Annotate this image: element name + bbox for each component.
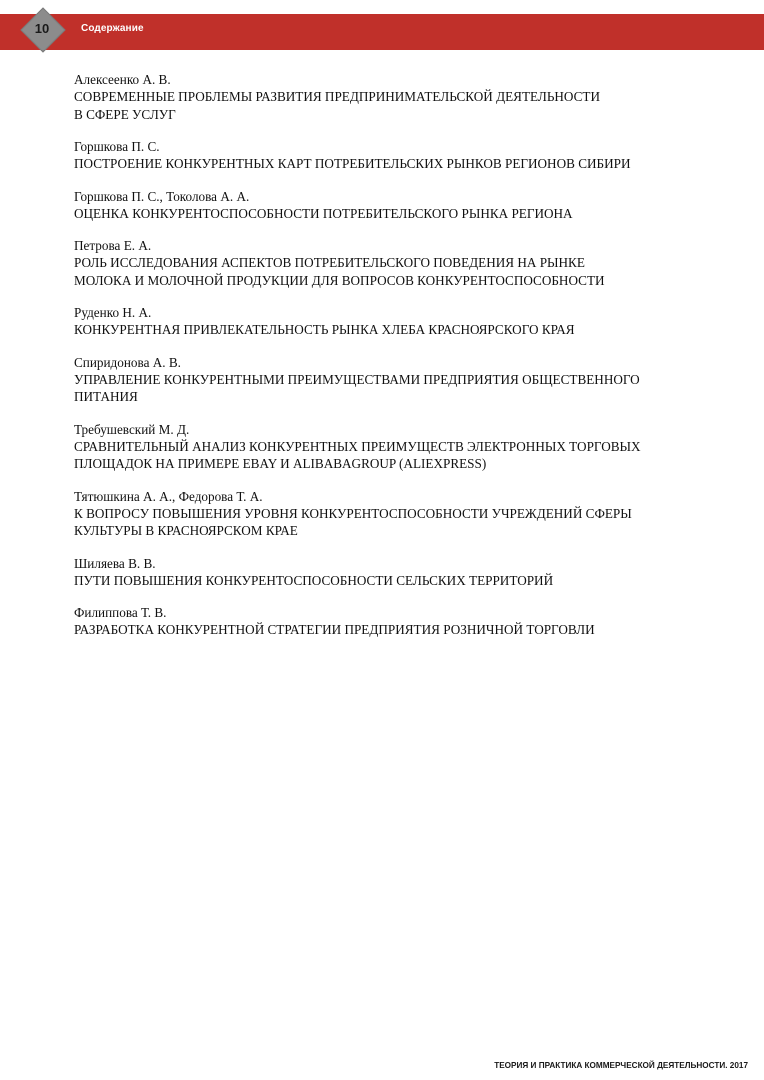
entry-title-line: ПИТАНИЯ (74, 389, 138, 404)
entry-title[interactable] (74, 254, 714, 289)
entry-title-line: ПЛОЩАДОК НА ПРИМЕРЕ EBAY И ALIBABAGROUP (ALIEXPRESS) (74, 456, 487, 471)
entry-author: Руденко Н. А. (74, 305, 152, 320)
entry-title[interactable] (74, 621, 714, 639)
toc-entry (74, 71, 714, 123)
entry-author: Тятюшкина А. А., Федорова Т. А. (74, 488, 263, 504)
entry-title[interactable] (74, 572, 714, 590)
entry-title[interactable] (74, 321, 714, 339)
entry-title[interactable] (74, 88, 714, 123)
entry-title-line: СОВРЕМЕННЫЕ ПРОБЛЕМЫ РАЗВИТИЯ ПРЕДПРИНИМАТЕЛЬСКОЙ ДЕЯТЕЛЬНОСТИ (74, 89, 600, 104)
entry-author: Петрова Е. А. (74, 238, 152, 253)
toc-entry (74, 188, 714, 223)
entry-title-line: МОЛОКА И МОЛОЧНОЙ ПРОДУКЦИИ ДЛЯ ВОПРОСОВ КОНКУРЕНТОСПОСОБНОСТИ (74, 272, 605, 288)
toc-entry (74, 354, 714, 406)
entry-title-line: УПРАВЛЕНИЕ КОНКУРЕНТНЫМИ ПРЕИМУЩЕСТВАМИ ПРЕДПРИЯТИЯ ОБЩЕСТВЕННОГО (74, 371, 640, 387)
entry-title-line: РАЗРАБОТКА КОНКУРЕНТНОЙ СТРАТЕГИИ ПРЕДПРИЯТИЯ РОЗНИЧНОЙ ТОРГОВЛИ (74, 622, 595, 637)
toc-entry (74, 237, 714, 289)
page-number: 10 (34, 21, 50, 36)
entry-author: Горшкова П. С., Токолова А. А. (74, 188, 250, 204)
entry-title-line: ПУТИ ПОВЫШЕНИЯ КОНКУРЕНТОСПОСОБНОСТИ СЕЛЬСКИХ ТЕРРИТОРИЙ (74, 572, 554, 588)
entry-author: Горшкова П. С. (74, 139, 160, 154)
toc-entry (74, 555, 714, 590)
entry-author: Спиридонова А. В. (74, 354, 181, 370)
entry-author: Алексеенко А. В. (74, 72, 171, 87)
entry-title[interactable] (74, 205, 714, 223)
entry-title[interactable] (74, 371, 714, 406)
journal-footer: ТЕОРИЯ И ПРАКТИКА КОММЕРЧЕСКОЙ ДЕЯТЕЛЬНОСТИ. 2017 (494, 1061, 748, 1070)
entry-author: Шиляева В. В. (74, 555, 156, 571)
entry-title-line: В СФЕРЕ УСЛУГ (74, 106, 176, 122)
toc-entry (74, 421, 714, 473)
entry-title[interactable] (74, 438, 714, 473)
entry-title-line: СРАВНИТЕЛЬНЫЙ АНАЛИЗ КОНКУРЕНТНЫХ ПРЕИМУЩЕСТВ ЭЛЕКТРОННЫХ ТОРГОВЫХ (74, 438, 641, 454)
entry-title-line: ПОСТРОЕНИЕ КОНКУРЕНТНЫХ КАРТ ПОТРЕБИТЕЛЬСКИХ РЫНКОВ РЕГИОНОВ СИБИРИ (74, 156, 631, 171)
entry-title-line: РОЛЬ ИССЛЕДОВАНИЯ АСПЕКТОВ ПОТРЕБИТЕЛЬСКОГО ПОВЕДЕНИЯ НА РЫНКЕ (74, 255, 585, 270)
entry-author: Филиппова Т. В. (74, 605, 167, 620)
entry-title-line: КУЛЬТУРЫ В КРАСНОЯРСКОМ КРАЕ (74, 523, 298, 538)
entry-title[interactable] (74, 155, 714, 173)
entry-title[interactable] (74, 505, 714, 540)
entry-title-line: К ВОПРОСУ ПОВЫШЕНИЯ УРОВНЯ КОНКУРЕНТОСПОСОБНОСТИ УЧРЕЖДЕНИЙ СФЕРЫ (74, 505, 632, 521)
toc-entry (74, 138, 714, 173)
entry-author: Требушевский М. Д. (74, 421, 190, 437)
toc-entry (74, 488, 714, 540)
entry-title-line: КОНКУРЕНТНАЯ ПРИВЛЕКАТЕЛЬНОСТЬ РЫНКА ХЛЕБА КРАСНОЯРСКОГО КРАЯ (74, 322, 575, 337)
entry-title-line: ОЦЕНКА КОНКУРЕНТОСПОСОБНОСТИ ПОТРЕБИТЕЛЬСКОГО РЫНКА РЕГИОНА (74, 205, 573, 221)
toc-entry (74, 604, 714, 639)
toc-entry (74, 304, 714, 339)
section-title: Содержание (81, 23, 144, 34)
table-of-contents (74, 71, 714, 654)
